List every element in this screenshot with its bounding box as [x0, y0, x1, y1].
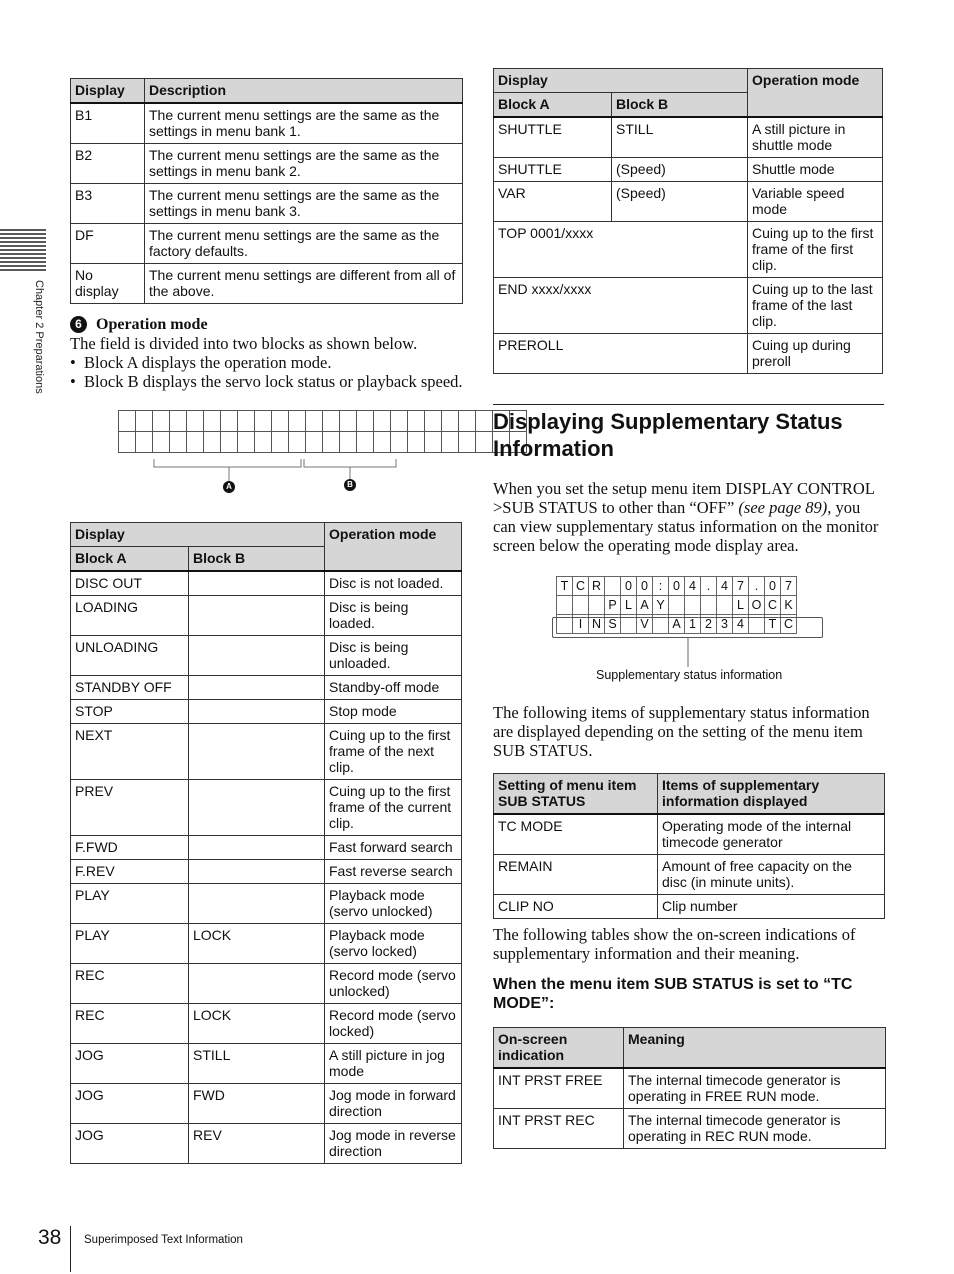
cell: UNLOADING	[71, 636, 189, 676]
cell	[189, 884, 325, 924]
footer-section-title: Superimposed Text Information	[84, 1234, 243, 1246]
cell: A still picture in jog mode	[325, 1044, 462, 1084]
cell: INT PRST FREE	[494, 1068, 624, 1109]
cell: FWD	[189, 1084, 325, 1124]
screen-char: A	[637, 596, 653, 615]
column-header-block-a: Block A	[71, 547, 189, 572]
screen-char: :	[653, 577, 669, 596]
column-header-mode: Operation mode	[748, 69, 883, 118]
column-header-block-a: Block A	[494, 93, 612, 118]
menu-bank-table	[70, 78, 463, 304]
cell: Cuing up during preroll	[748, 334, 883, 374]
cell: Jog mode in forward direction	[325, 1084, 462, 1124]
cell: PLAY	[71, 884, 189, 924]
cell	[189, 676, 325, 700]
cell	[189, 724, 325, 780]
page-number: 38	[38, 1226, 62, 1249]
cell: F.FWD	[71, 836, 189, 860]
cell	[189, 596, 325, 636]
screen-char: 4	[717, 577, 733, 596]
screen-char	[669, 596, 685, 615]
intro-text: The field is divided into two blocks as shown below.	[70, 334, 418, 353]
cell	[189, 964, 325, 1004]
column-header-display: Display	[71, 523, 325, 547]
cell: Variable speed mode	[748, 182, 883, 222]
table-row	[71, 1124, 462, 1164]
cell: Disc is being loaded.	[325, 596, 462, 636]
cell: Playback mode (servo unlocked)	[325, 884, 462, 924]
screen-char	[573, 596, 589, 615]
table-row	[494, 222, 883, 278]
cell: TOP 0001/xxxx	[494, 222, 748, 278]
sub-status-row-highlight	[552, 617, 823, 638]
table-row	[494, 334, 883, 374]
bullet-item: • Block B displays the servo lock status or playback speed.	[70, 372, 463, 391]
cell: The internal timecode generator is operating in FREE RUN mode.	[624, 1068, 886, 1109]
cell: VAR	[494, 182, 612, 222]
number-badge-icon: 6	[70, 316, 87, 333]
screen-char	[589, 596, 605, 615]
cell: PLAY	[71, 924, 189, 964]
screen-char: 3	[717, 615, 733, 634]
caption-leader-line	[680, 637, 700, 669]
cell: The current menu settings are the same as the settings in menu bank 2.	[145, 144, 463, 184]
cell: B1	[71, 103, 145, 144]
screen-char: T	[765, 615, 781, 634]
screen-char	[685, 596, 701, 615]
cell: Playback mode (servo locked)	[325, 924, 462, 964]
cell	[189, 836, 325, 860]
column-header: Items of supplementary information displayed	[658, 774, 885, 815]
supp-paragraph-1	[493, 479, 885, 555]
page-reference-link[interactable]: (see page 89)	[738, 498, 828, 517]
block-b-label-icon: B	[344, 479, 356, 491]
screen-char: 7	[781, 577, 797, 596]
table-row	[71, 700, 462, 724]
supp-paragraph-2: The following items of supplementary status information are displayed depending on the setting of the menu item SUB STATUS.	[493, 703, 870, 760]
bullet-text: Block B displays the servo lock status or playback speed.	[84, 372, 463, 391]
cell: PREV	[71, 780, 189, 836]
screen-char: C	[765, 596, 781, 615]
cell: The current menu settings are the same as the settings in menu bank 1.	[145, 103, 463, 144]
screen-char: V	[637, 615, 653, 634]
cell: LOADING	[71, 596, 189, 636]
screen-char: .	[701, 577, 717, 596]
chapter-thumb-tab	[0, 228, 48, 274]
cell: LOCK	[189, 1004, 325, 1044]
screen-char: 4	[733, 615, 749, 634]
cell: Record mode (servo locked)	[325, 1004, 462, 1044]
side-chapter-label: Chapter 2 Preparations	[33, 280, 45, 394]
block-bracket-lines	[118, 455, 418, 500]
screen-char: C	[573, 577, 589, 596]
section-title: Displaying Supplementary Status Information	[493, 409, 843, 461]
cell: B3	[71, 184, 145, 224]
table-row	[71, 571, 462, 596]
table-row	[494, 895, 885, 919]
screen-char: 0	[765, 577, 781, 596]
cell: REV	[189, 1124, 325, 1164]
cell: The internal timecode generator is operating in REC RUN mode.	[624, 1109, 886, 1149]
thumb-tab-stripes	[0, 228, 48, 274]
screen-char: P	[605, 596, 621, 615]
cell	[189, 636, 325, 676]
cell: JOG	[71, 1084, 189, 1124]
column-header-block-b: Block B	[189, 547, 325, 572]
cell: STILL	[612, 117, 748, 158]
cell: END xxxx/xxxx	[494, 278, 748, 334]
table-row	[494, 182, 883, 222]
table-row	[71, 884, 462, 924]
cell: REC	[71, 964, 189, 1004]
cell: Operating mode of the internal timecode generator	[658, 814, 885, 855]
block-grid-diagram	[118, 410, 527, 453]
supp-paragraph-3: The following tables show the on-screen indications of supplementary information and their meaning.	[493, 925, 856, 963]
cell: B2	[71, 144, 145, 184]
column-header-block-b: Block B	[612, 93, 748, 118]
cell: STILL	[189, 1044, 325, 1084]
screen-char: 7	[733, 577, 749, 596]
screen-char: O	[749, 596, 765, 615]
cell	[189, 571, 325, 596]
cell: JOG	[71, 1044, 189, 1084]
section-heading: Operation mode	[96, 316, 208, 333]
cell: The current menu settings are the same as the settings in menu bank 3.	[145, 184, 463, 224]
screen-char: Y	[653, 596, 669, 615]
screen-char: 2	[701, 615, 717, 634]
screen-char	[605, 577, 621, 596]
cell	[189, 700, 325, 724]
footer-divider	[70, 1226, 71, 1272]
table-row	[71, 103, 463, 144]
screen-caption: Supplementary status information	[596, 668, 783, 682]
cell: Standby-off mode	[325, 676, 462, 700]
table-row	[494, 1068, 886, 1109]
cell: REC	[71, 1004, 189, 1044]
screen-char: K	[781, 596, 797, 615]
column-header: Setting of menu item SUB STATUS	[494, 774, 658, 815]
table-row	[71, 924, 462, 964]
section-rule	[493, 404, 884, 405]
cell: STOP	[71, 700, 189, 724]
cell: STANDBY OFF	[71, 676, 189, 700]
screen-char: N	[589, 615, 605, 634]
table-row	[71, 780, 462, 836]
screen-char: S	[605, 615, 621, 634]
cell: Shuttle mode	[748, 158, 883, 182]
screen-char: A	[669, 615, 685, 634]
table-row	[71, 636, 462, 676]
screen-char: 1	[685, 615, 701, 634]
column-header: Display	[71, 79, 145, 104]
para-text: When you set the setup menu item DISPLAY CONTROL >SUB STATUS to other than “OFF”	[493, 479, 875, 517]
screen-char: L	[621, 596, 637, 615]
cell: CLIP NO	[494, 895, 658, 919]
table-row	[494, 117, 883, 158]
cell: No display	[71, 264, 145, 304]
table-row	[71, 144, 463, 184]
sub-status-items-table	[493, 773, 885, 919]
cell: Cuing up to the last frame of the last clip.	[748, 278, 883, 334]
table-row	[494, 855, 885, 895]
mode-table-cont-body	[494, 117, 883, 374]
column-header: On-screen indication	[494, 1028, 624, 1069]
cell: Record mode (servo unlocked)	[325, 964, 462, 1004]
screen-row	[557, 577, 797, 596]
cell: SHUTTLE	[494, 117, 612, 158]
cell	[189, 860, 325, 884]
cell: The current menu settings are different from all of the above.	[145, 264, 463, 304]
cell	[189, 780, 325, 836]
table-row	[71, 964, 462, 1004]
cell: Cuing up to the first frame of the next clip.	[325, 724, 462, 780]
screen-char: 0	[621, 577, 637, 596]
bullet-item: • Block A displays the operation mode.	[70, 353, 332, 372]
cell: The current menu settings are the same as the factory defaults.	[145, 224, 463, 264]
cell: Cuing up to the first frame of the first clip.	[748, 222, 883, 278]
cell: A still picture in shuttle mode	[748, 117, 883, 158]
cell: TC MODE	[494, 814, 658, 855]
operation-mode-section	[70, 315, 470, 391]
table-row	[71, 860, 462, 884]
block-a-label-icon: A	[223, 481, 235, 493]
cell: (Speed)	[612, 158, 748, 182]
table-row	[494, 158, 883, 182]
cell: F.REV	[71, 860, 189, 884]
screen-char: L	[733, 596, 749, 615]
table-row	[71, 596, 462, 636]
table-row	[71, 836, 462, 860]
column-header: Meaning	[624, 1028, 886, 1069]
table-row	[71, 264, 463, 304]
table-row	[494, 278, 883, 334]
para-text: , you can view supplementary status information on the monitor screen below the operating mode display area.	[493, 498, 879, 555]
tc-mode-table	[493, 1027, 886, 1149]
cell: Fast forward search	[325, 836, 462, 860]
cell: SHUTTLE	[494, 158, 612, 182]
table-row	[494, 814, 885, 855]
bullet-text: Block A displays the operation mode.	[84, 353, 332, 372]
cell: Stop mode	[325, 700, 462, 724]
cell: PREROLL	[494, 334, 748, 374]
cell: Cuing up to the first frame of the current clip.	[325, 780, 462, 836]
table-row	[71, 184, 463, 224]
screen-char: 4	[685, 577, 701, 596]
table-row	[71, 676, 462, 700]
screen-char: R	[589, 577, 605, 596]
operation-mode-table	[70, 522, 462, 1164]
screen-char	[557, 596, 573, 615]
screen-char: .	[749, 577, 765, 596]
cell: DISC OUT	[71, 571, 189, 596]
table-row	[494, 1109, 886, 1149]
column-header: Description	[145, 79, 463, 104]
column-header-display: Display	[494, 69, 748, 93]
cell: DF	[71, 224, 145, 264]
cell: NEXT	[71, 724, 189, 780]
table-row	[71, 1004, 462, 1044]
table-row	[71, 1084, 462, 1124]
cell: Disc is being unloaded.	[325, 636, 462, 676]
cell: JOG	[71, 1124, 189, 1164]
screen-char	[701, 596, 717, 615]
table-row	[71, 724, 462, 780]
screen-char: T	[557, 577, 573, 596]
cell: LOCK	[189, 924, 325, 964]
cell: REMAIN	[494, 855, 658, 895]
mode-table-body	[71, 571, 462, 1164]
screen-row	[557, 596, 797, 615]
cell: Fast reverse search	[325, 860, 462, 884]
screen-char	[717, 596, 733, 615]
screen-char: I	[573, 615, 589, 634]
screen-char: 0	[669, 577, 685, 596]
screen-char: C	[781, 615, 797, 634]
table-row	[71, 224, 463, 264]
character-grid	[118, 410, 527, 453]
table-row	[71, 1044, 462, 1084]
cell: Clip number	[658, 895, 885, 919]
cell: Disc is not loaded.	[325, 571, 462, 596]
cell: Amount of free capacity on the disc (in minute units).	[658, 855, 885, 895]
cell: (Speed)	[612, 182, 748, 222]
screen-char: 0	[637, 577, 653, 596]
column-header-mode: Operation mode	[325, 523, 462, 572]
operation-mode-table-continued	[493, 68, 883, 374]
cell: INT PRST REC	[494, 1109, 624, 1149]
cell: Jog mode in reverse direction	[325, 1124, 462, 1164]
tc-mode-subheading: When the menu item SUB STATUS is set to “TC MODE”:	[493, 976, 853, 1012]
